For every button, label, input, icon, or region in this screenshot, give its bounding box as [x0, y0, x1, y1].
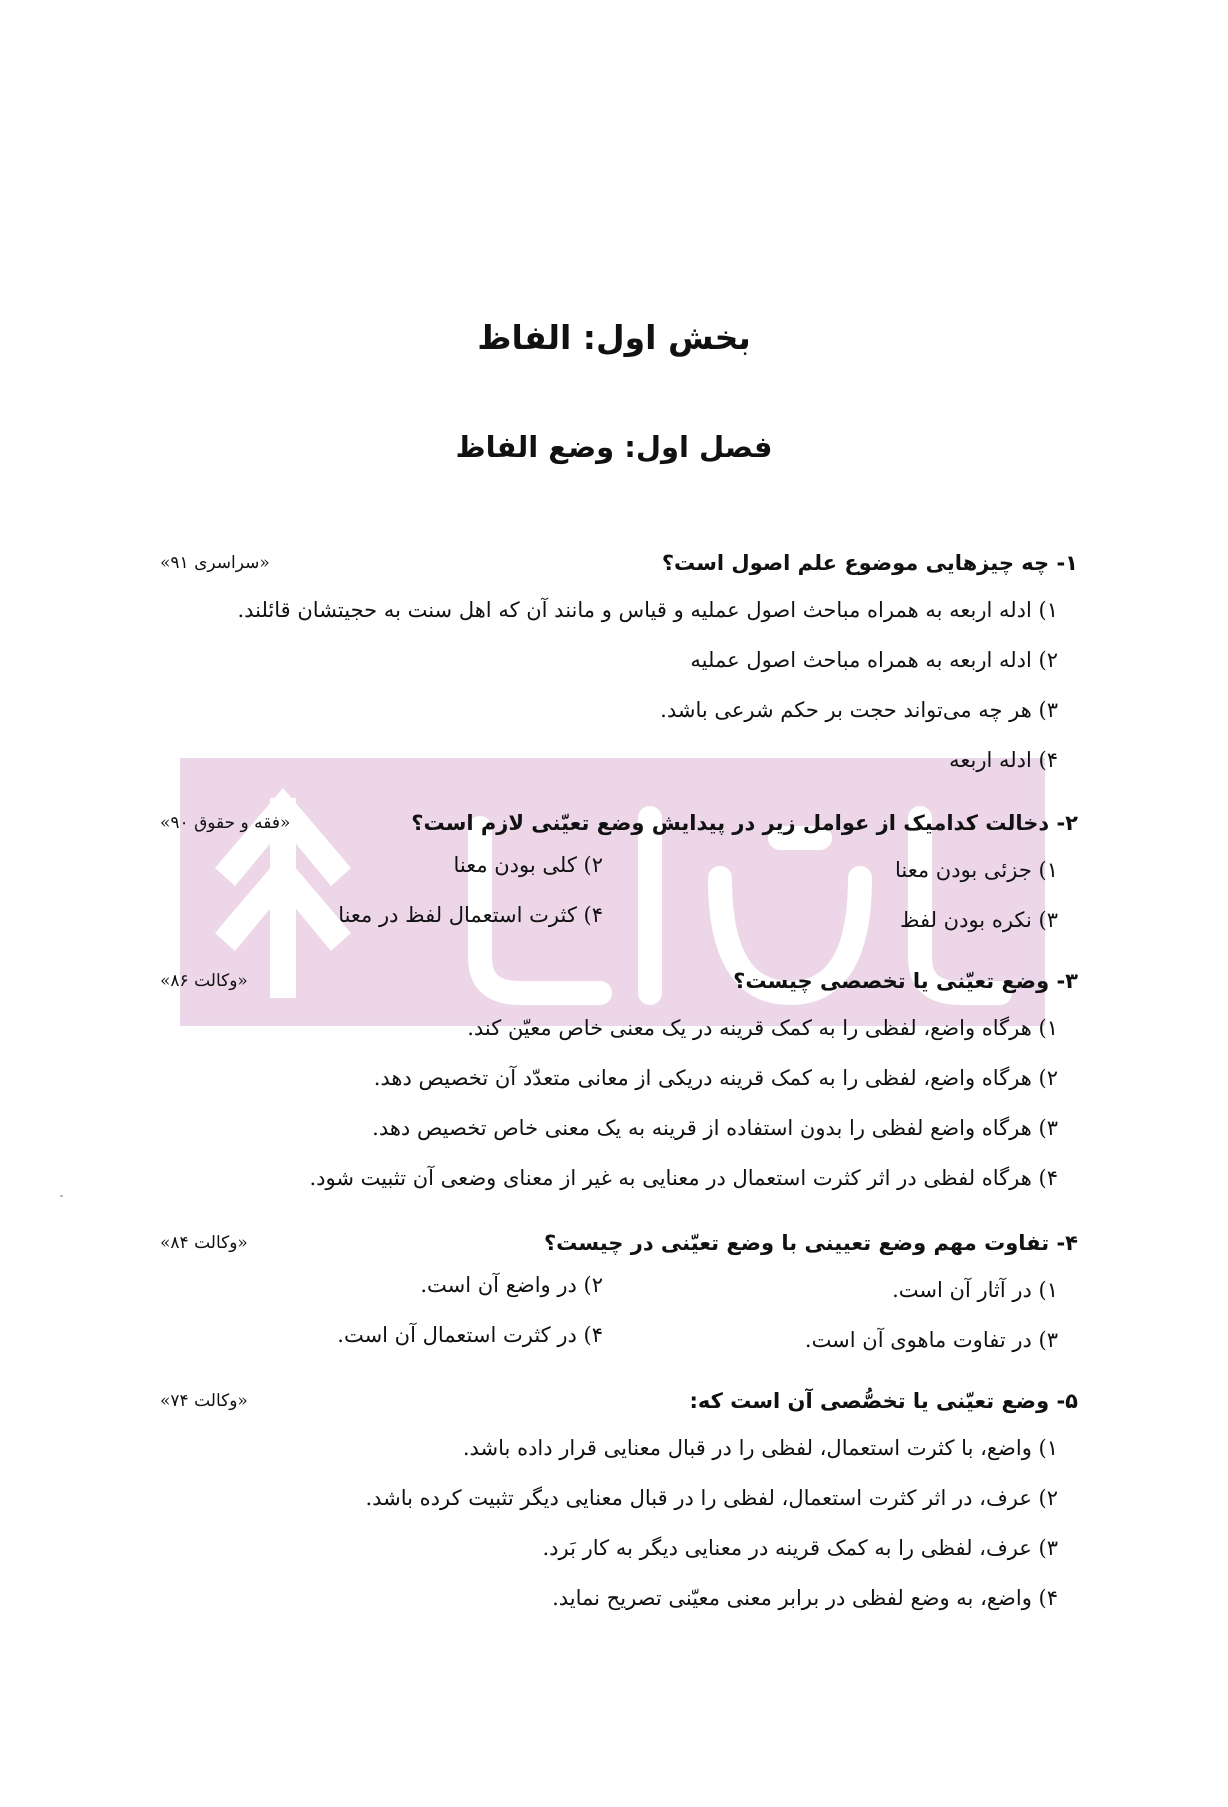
question-1-header	[160, 551, 1078, 591]
question-5-number: ۵-	[1056, 1389, 1078, 1413]
question-5-source: «وکالت ۷۴»	[160, 1391, 248, 1411]
question-5-header	[160, 1389, 1078, 1429]
question-1-text	[662, 551, 1078, 575]
question-3-option-4: ۴) هرگاه لفظی در اثر کثرت استعمال در معنایی به غیر از معنای وضعی آن تثبیت شود.	[309, 1166, 1058, 1190]
question-5-option-2: ۲) عرف، در اثر کثرت استعمال، لفظی را در قبال معنایی دیگر تثبیت کرده باشد.	[365, 1486, 1058, 1510]
question-5-option-4: ۴) واضع، به وضع لفظی در برابر معنی معیّنی تصریح نماید.	[552, 1586, 1058, 1610]
question-1-option-3: ۳) هر چه می‌تواند حجت بر حکم شرعی باشد.	[660, 698, 1058, 722]
part-title: بخش اول: الفاظ	[477, 318, 751, 357]
question-1-number: ۱-	[1056, 551, 1078, 575]
question-3-option-1: ۱) هرگاه واضع، لفظی را به کمک قرینه در یک معنی خاص معیّن کند.	[467, 1016, 1058, 1040]
question-3-number: ۳-	[1056, 969, 1078, 993]
question-4-option-1: ۱) در آثار آن است.	[892, 1278, 1058, 1302]
question-4-number: ۴-	[1056, 1231, 1078, 1255]
question-2-option-2: ۲) کلی بودن معنا	[453, 853, 603, 877]
question-4-header	[160, 1231, 1078, 1271]
question-3-text	[733, 969, 1078, 993]
question-2-text	[411, 811, 1078, 835]
question-1-source: «سراسری ۹۱»	[160, 553, 270, 573]
question-4-option-4: ۴) در کثرت استعمال آن است.	[337, 1323, 603, 1347]
question-5-option-1: ۱) واضع، با کثرت استعمال، لفظی را در قبال معنایی قرار داده باشد.	[462, 1436, 1058, 1460]
scan-mark	[60, 1195, 63, 1197]
question-5-text	[689, 1389, 1078, 1413]
question-1-option-1: ۱) ادله اربعه به همراه مباحث اصول عملیه و قیاس و مانند آن که اهل سنت به حجیتشان قائلند.	[237, 598, 1058, 622]
question-2-source: «فقه و حقوق ۹۰»	[160, 813, 291, 833]
question-2-option-4: ۴) کثرت استعمال لفظ در معنا	[338, 903, 603, 927]
question-1-option-2: ۲) ادله اربعه به همراه مباحث اصول عملیه	[690, 648, 1058, 672]
question-2-header	[160, 811, 1078, 851]
question-1-option-4: ۴) ادله اربعه	[949, 748, 1058, 772]
question-2-stem: دخالت کدامیک از عوامل زیر در پیدایش وضع تعیّنی لازم است؟	[411, 811, 1050, 835]
question-3-header	[160, 969, 1078, 1009]
question-5-option-3: ۳) عرف، لفظی را به کمک قرینه در معنایی دیگر به کار بَرد.	[542, 1536, 1058, 1560]
question-5-stem: وضع تعیّنی یا تخصُّصی آن است که:	[689, 1389, 1050, 1413]
question-4-stem: تفاوت مهم وضع تعیینی با وضع تعیّنی در چیست؟	[543, 1231, 1050, 1255]
chapter-title: فصل اول: وضع الفاظ	[455, 430, 773, 464]
question-4-option-2: ۲) در واضع آن است.	[420, 1273, 603, 1297]
question-2-option-3: ۳) نکره بودن لفظ	[900, 908, 1058, 932]
question-2-option-1: ۱) جزئی بودن معنا	[895, 858, 1058, 882]
question-4-text	[544, 1231, 1078, 1255]
question-3-option-3: ۳) هرگاه واضع لفظی را بدون استفاده از قرینه به یک معنی خاص تخصیص دهد.	[372, 1116, 1058, 1140]
question-3-stem: وضع تعیّنی یا تخصصی چیست؟	[733, 969, 1050, 993]
question-1-stem: چه چیزهایی موضوع علم اصول است؟	[661, 551, 1050, 575]
question-3-source: «وکالت ۸۶»	[160, 971, 248, 991]
question-3-option-2: ۲) هرگاه واضع، لفظی را به کمک قرینه دریکی از معانی متعدّد آن تخصیص دهد.	[373, 1066, 1058, 1090]
question-4-source: «وکالت ۸۴»	[160, 1233, 248, 1253]
question-4-option-3: ۳) در تفاوت ماهوی آن است.	[804, 1328, 1058, 1352]
question-2-number: ۲-	[1056, 811, 1078, 835]
